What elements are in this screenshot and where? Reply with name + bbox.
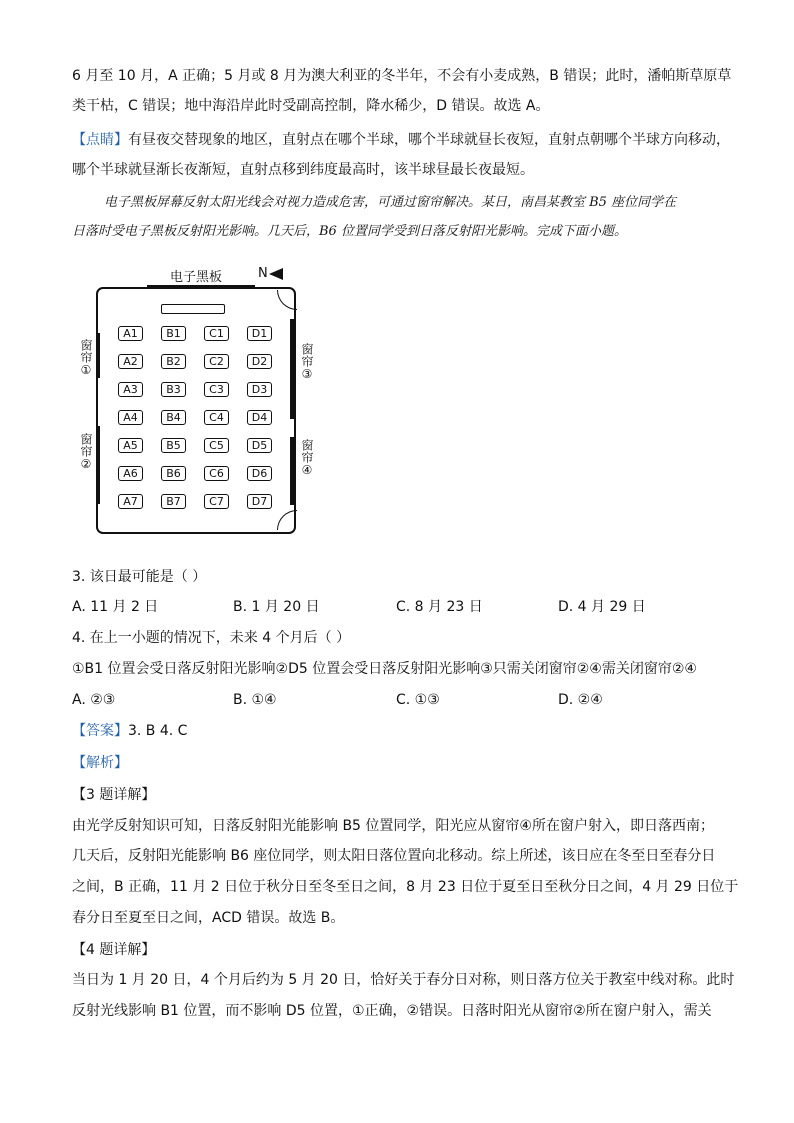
dianjing-tag: 【点睛】: [72, 132, 128, 148]
d3-line-2: 几天后，反射阳光能影响 B6 座位同学，则太阳日落位置向北移动。综上所述，该日应在冬至日至春分日: [72, 848, 716, 864]
seat-b5: B5: [161, 438, 186, 453]
dianjing-line-2: 哪个半球就昼渐长夜渐短，直射点移到纬度最高时，该半球昼最长夜最短。: [72, 162, 534, 178]
seat-a5: A5: [118, 438, 143, 453]
curtain-4-label: 窗帘④: [300, 439, 314, 477]
curtain-2-bar: [96, 426, 100, 504]
seat-a7: A7: [118, 494, 143, 509]
seat-d1: D1: [247, 326, 272, 341]
seat-b1: B1: [161, 326, 186, 341]
dianjing-text: 有昼夜交替现象的地区，直射点在哪个半球，哪个半球就昼长夜短，直射点朝哪个半球方向移动，: [128, 132, 730, 148]
seat-b3: B3: [161, 382, 186, 397]
classroom-diagram: [72, 257, 318, 550]
q3-option-d: D. 4 月 29 日: [558, 599, 646, 615]
seat-b7: B7: [161, 494, 186, 509]
q4-option-c: C. ①③: [396, 692, 440, 708]
seat-c5: C5: [204, 438, 229, 453]
seat-a1: A1: [118, 326, 143, 341]
seat-a4: A4: [118, 410, 143, 425]
seat-c4: C4: [204, 410, 229, 425]
seat-d6: D6: [247, 466, 272, 481]
seat-d3: D3: [247, 382, 272, 397]
intro-line-1: 电子黑板屏幕反射太阳光线会对视力造成危害，可通过窗帘解决。某日，南昌某教室 B5 座位同学在: [104, 195, 677, 210]
seat-b4: B4: [161, 410, 186, 425]
d4-line-1: 当日为 1 月 20 日，4 个月后约为 5 月 20 日，恰好关于春分日对称，则日落方位关于教室中线对称。此时: [72, 972, 735, 988]
q3-option-b: B. 1 月 20 日: [233, 599, 320, 615]
curtain-3-bar: [290, 319, 294, 419]
seat-c2: C2: [204, 354, 229, 369]
seat-c1: C1: [204, 326, 229, 341]
seat-d5: D5: [247, 438, 272, 453]
d3-line-1: 由光学反射知识可知，日落反射阳光能影响 B5 位置同学，阳光应从窗帘④所在窗户射入，即日落西南；: [72, 818, 714, 834]
d4-tag: 【4 题详解】: [72, 942, 156, 958]
prev-text-line-1: 6 月至 10 月，A 正确；5 月或 8 月为澳大利亚的冬半年，不会有小麦成熟，B 错误；此时，潘帕斯草原草: [72, 68, 732, 84]
seat-a2: A2: [118, 354, 143, 369]
north-arrow-icon: [269, 268, 283, 280]
q4-stem: 4. 在上一小题的情况下，未来 4 个月后（ ）: [72, 630, 351, 646]
answer-text: 3. B 4. C: [128, 723, 188, 739]
q3-stem: 3. 该日最可能是（ ）: [72, 569, 207, 585]
seat-c7: C7: [204, 494, 229, 509]
d3-tag: 【3 题详解】: [72, 787, 156, 803]
q4-statements: ①B1 位置会受日落反射阳光影响②D5 位置会受日落反射阳光影响③只需关闭窗帘②④需关闭窗帘②④: [72, 661, 697, 677]
seat-b2: B2: [161, 354, 186, 369]
seat-c3: C3: [204, 382, 229, 397]
d4-line-2: 反射光线影响 B1 位置，而不影响 D5 位置，①正确，②错误。日落时阳光从窗帘②所在窗户射入，需关: [72, 1003, 712, 1019]
curtain-4-bar: [290, 437, 294, 505]
seat-d4: D4: [247, 410, 272, 425]
seat-b6: B6: [161, 466, 186, 481]
q4-option-b: B. ①④: [233, 692, 277, 708]
seat-d2: D2: [247, 354, 272, 369]
answer-tag: 【答案】: [72, 723, 128, 739]
curtain-3-label: 窗帘③: [300, 343, 314, 381]
curtain-1-label: 窗帘①: [79, 339, 93, 377]
seat-a3: A3: [118, 382, 143, 397]
analysis-tag: 【解析】: [72, 755, 128, 771]
q3-option-c: C. 8 月 23 日: [396, 599, 483, 615]
curtain-1-bar: [96, 333, 100, 378]
q3-option-a: A. 11 月 2 日: [72, 599, 159, 615]
electronic-blackboard: [147, 285, 255, 289]
curtain-2-label: 窗帘②: [79, 433, 93, 471]
dianjing-line-1: [72, 130, 730, 150]
d3-line-3: 之间，B 正确，11 月 2 日位于秋分日至冬至日之间，8 月 23 日位于夏至日至秋分日之间，4 月 29 日位于: [72, 879, 739, 895]
q4-option-a: A. ②③: [72, 692, 116, 708]
q4-option-d: D. ②④: [558, 692, 603, 708]
board-label: 电子黑板: [170, 270, 223, 285]
seat-a6: A6: [118, 466, 143, 481]
d3-line-4: 春分日至夏至日之间，ACD 错误。故选 B。: [72, 910, 345, 926]
prev-text-line-2: 类干枯，C 错误；地中海沿岸此时受副高控制，降水稀少，D 错误。故选 A。: [72, 98, 550, 114]
answer-line: [72, 721, 187, 741]
seat-c6: C6: [204, 466, 229, 481]
north-label: N: [258, 266, 268, 281]
seat-d7: D7: [247, 494, 272, 509]
intro-line-2: 日落时受电子黑板反射阳光影响。几天后，B6 位置同学受到日落反射阳光影响。完成下面小题。: [72, 224, 627, 239]
podium: [161, 304, 225, 314]
